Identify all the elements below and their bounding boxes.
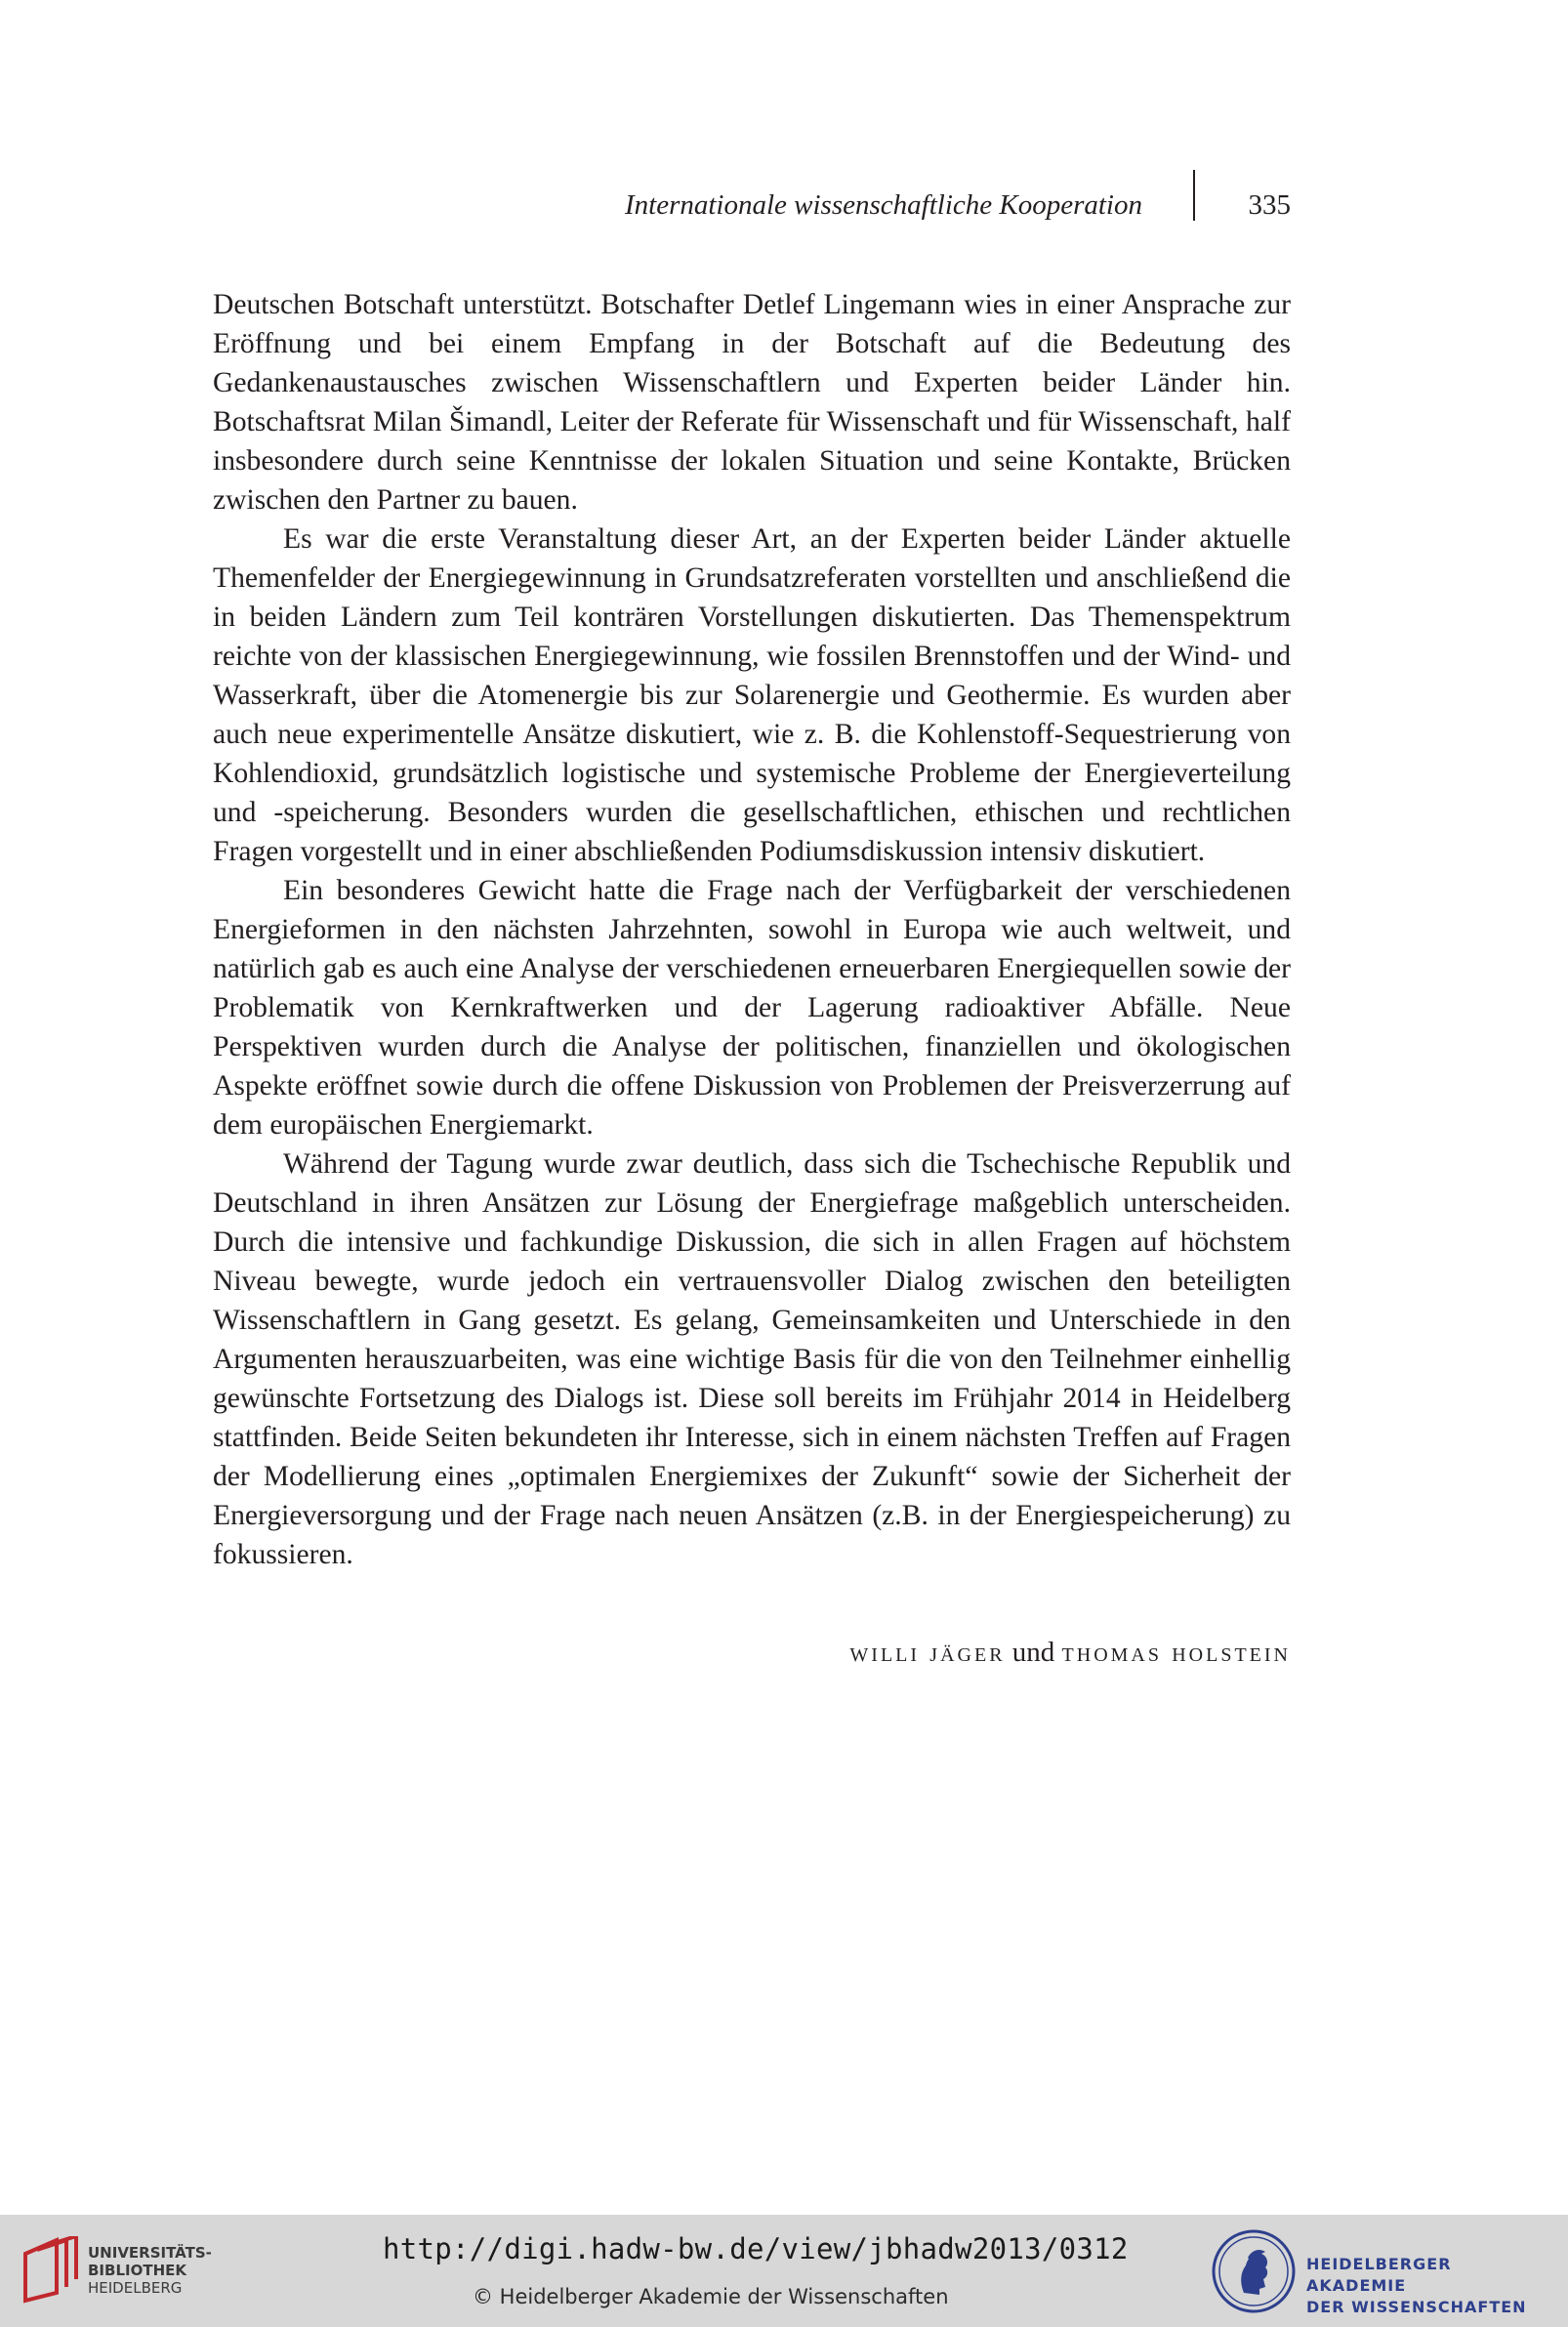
library-logo-line-1: UNIVERSITÄTS- bbox=[88, 2244, 212, 2262]
running-title: Internationale wissenschaftliche Kooperation bbox=[624, 189, 1142, 221]
running-head bbox=[213, 186, 1291, 229]
university-library-logo[interactable] bbox=[20, 2236, 215, 2314]
header-divider bbox=[1193, 170, 1195, 221]
article-body bbox=[213, 285, 1291, 1574]
author-name-1: willi jäger bbox=[849, 1637, 1006, 1668]
paragraph-2: Es war die erste Veranstaltung dieser Art, an der Experten beider Länder aktuelle Themenfelder der Energiegewinnung in Grundsatzreferaten vorstellten und anschließend die in beiden Ländern zum Teil konträren Vorstellungen diskutierten. Das Themenspektrum reichte von der klassischen Energiegewinnung, wie fossilen Brennstoffen und der Wind- und Wasserkraft, über die Atomenergie bis zur Solarenergie und Geothermie. Es wurden aber auch neue experimentelle Ansätze diskutiert, wie z. B. die Kohlenstoff-Sequestrierung von Kohlendioxid, grundsätzlich logistische und systemische Probleme der Energieverteilung und -speicherung. Besonders wurden die gesellschaftlichen, ethischen und rechtlichen Fragen vorgestellt und in einer abschließenden Podiumsdiskussion intensiv diskutiert. bbox=[213, 523, 1291, 867]
academy-logo-text bbox=[1306, 2254, 1543, 2318]
paragraph-1: Deutschen Botschaft unterstützt. Botschafter Detlef Lingemann wies in einer Ansprache zur Eröffnung und bei einem Empfang in der Botschaft auf die Bedeutung des Gedankenaustausches zwischen Wissenschaftlern und Experten beider Länder hin. Botschaftsrat Milan Šimandl, Leiter der Referate für Wissenschaft und für Wissenschaft, half insbesondere durch seine Kenntnisse der lokalen Situation und seine Kontakte, Brücken zwischen den Partner zu bauen. bbox=[213, 289, 1291, 516]
library-building-icon bbox=[20, 2236, 82, 2305]
copyright-notice: © Heidelberger Akademie der Wissenschaften bbox=[473, 2285, 949, 2308]
paragraph-3: Ein besonderes Gewicht hatte die Frage nach der Verfügbarkeit der verschiedenen Energieformen in den nächsten Jahrzehnten, sowohl in Europa wie auch weltweit, und natürlich gab es auch eine Analyse der verschiedenen erneuerbaren Energiequellen sowie der Problematik von Kernkraftwerken und der Lagerung radioaktiver Abfälle. Neue Perspektiven wurden durch die Analyse der politischen, finanziellen und ökologischen Aspekte eröffnet sowie durch die offene Diskussion von Problemen der Preisverzerrung auf dem europäischen Energiemarkt. bbox=[213, 875, 1291, 1141]
academy-logo-line-2: DER WISSENSCHAFTEN bbox=[1306, 2298, 1527, 2316]
author-signature bbox=[213, 1633, 1291, 1672]
footer-bar bbox=[0, 2215, 1568, 2327]
page-number: 335 bbox=[1248, 189, 1291, 221]
author-name-2: thomas holstein bbox=[1061, 1637, 1291, 1668]
academy-logo[interactable] bbox=[1211, 2228, 1543, 2316]
academy-logo-line-1: HEIDELBERGER AKADEMIE bbox=[1306, 2255, 1452, 2295]
academy-seal-icon bbox=[1211, 2228, 1297, 2314]
library-logo-line-2: BIBLIOTHEK bbox=[88, 2262, 186, 2279]
paragraph-4: Während der Tagung wurde zwar deutlich, dass sich die Tschechische Republik und Deutschland in ihren Ansätzen zur Lösung der Energiefrage maßgeblich unterscheiden. Durch die intensive und fachkundige Diskussion, die sich in allen Fragen auf höchstem Niveau bewegte, wurde jedoch ein vertrauensvoller Dialog zwischen den beteiligten Wissenschaftlern in Gang gesetzt. Es gelang, Gemeinsamkeiten und Unterschiede in den Argumenten herauszuarbeiten, was eine wichtige Basis für die von den Teilnehmer einhellig gewünschte Fortsetzung des Dialogs ist. Diese soll bereits im Frühjahr 2014 in Heidelberg stattfinden. Beide Seiten bekundeten ihr Interesse, sich in einem nächsten Treffen auf Fragen der Modellierung eines „optimalen Energiemixes der Zukunft“ sowie der Sicherheit der Energieversorgung und der Frage nach neuen Ansätzen (z.B. in der Energiespeicherung) zu fokussieren. bbox=[213, 1148, 1291, 1570]
library-logo-line-3: HEIDELBERG bbox=[88, 2279, 183, 2297]
author-conjunction: und bbox=[1011, 1637, 1055, 1668]
permalink-url[interactable]: http://digi.hadw-bw.de/view/jbhadw2013/0312 bbox=[383, 2232, 1129, 2265]
library-logo-text bbox=[88, 2244, 212, 2297]
